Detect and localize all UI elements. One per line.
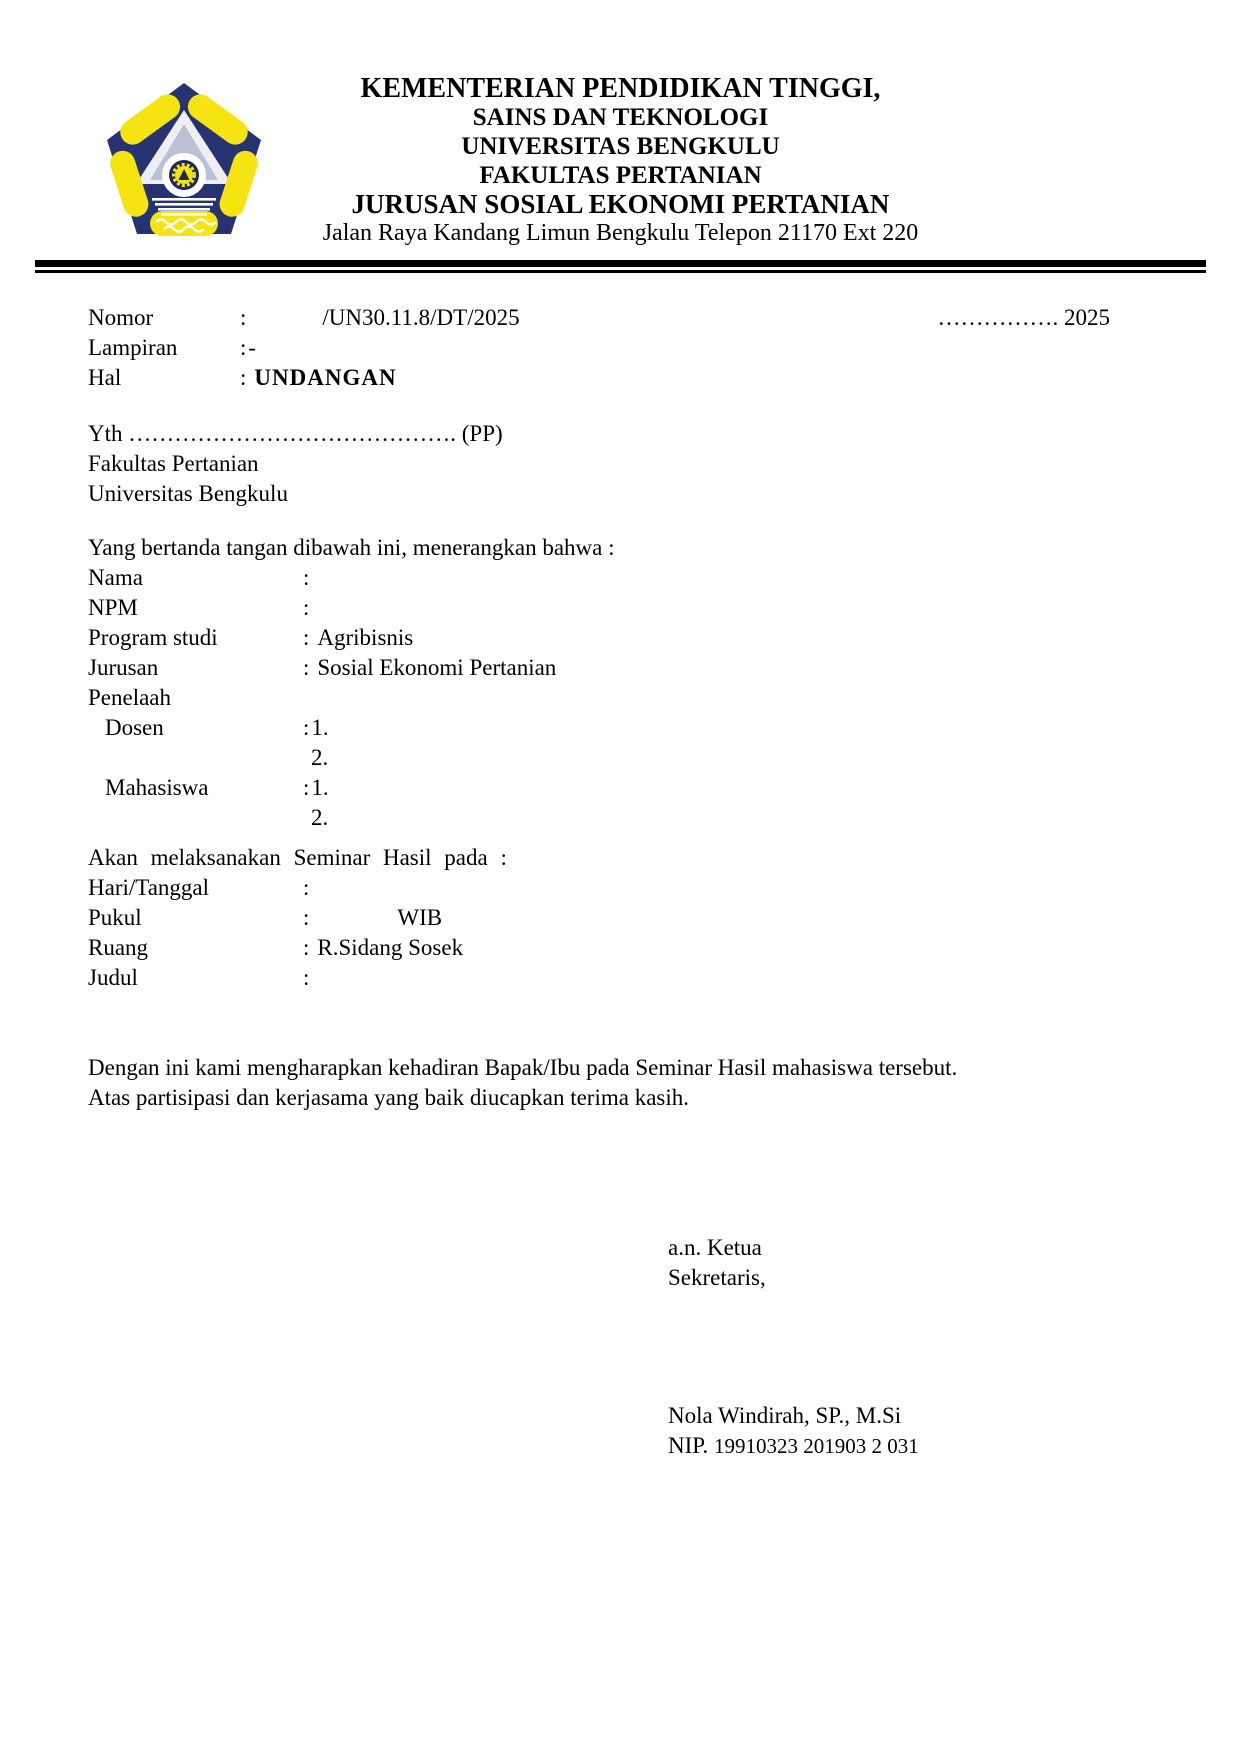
letterhead-line-5: JURUSAN SOSIAL EKONOMI PERTANIAN [351, 189, 890, 219]
ruang-label: Ruang [88, 935, 149, 960]
jurusan-row [88, 653, 1110, 683]
hari-tanggal-label: Hari/Tanggal [88, 875, 210, 900]
penelaah-mahasiswa-row [88, 773, 1110, 803]
ruang-value: R.Sidang Sosek [317, 935, 464, 960]
closing-line-2: Atas partisipasi dan kerjasama yang baik diucapkan terima kasih. [88, 1085, 689, 1110]
npm-label: NPM [88, 595, 138, 620]
ruang-colon: : [303, 935, 310, 960]
lampiran-row [88, 333, 1110, 363]
hal-value: UNDANGAN [254, 365, 397, 390]
judul-row [88, 963, 1110, 993]
divider-thick-line [35, 260, 1206, 267]
letterhead-line-3: UNIVERSITAS BENGKULU [461, 133, 780, 160]
dosen-item-1: 1. [311, 715, 329, 740]
lampiran-label: Lampiran [88, 335, 178, 360]
hal-label: Hal [88, 365, 122, 390]
closing-line-1: Dengan ini kami mengharapkan kehadiran Bapak/Ibu pada Seminar Hasil mahasiswa tersebut. [88, 1055, 958, 1080]
dosen-colon: : [303, 715, 310, 740]
nip-value: 19910323 201903 2 031 [714, 1434, 919, 1458]
recipient-line-fakultas: Fakultas Pertanian [88, 451, 259, 476]
hal-colon: : [240, 365, 247, 390]
signature-an-ketua: a.n. Ketua [668, 1235, 762, 1260]
letterhead-line-2: SAINS DAN TEKNOLOGI [472, 104, 769, 131]
jurusan-colon: : [303, 655, 310, 680]
hari-tanggal-colon: : [303, 875, 310, 900]
statement-block [88, 533, 1110, 833]
mahasiswa-item-2: 2. [311, 805, 329, 830]
hari-tanggal-row [88, 873, 1110, 903]
statement-intro: Yang bertanda tangan dibawah ini, menerangkan bahwa : [88, 535, 615, 560]
pukul-label: Pukul [88, 905, 142, 930]
signature-heading [88, 1233, 1110, 1293]
program-studi-label: Program studi [88, 625, 218, 650]
nomor-date-placeholder: ……………. 2025 [937, 305, 1110, 330]
recipient-block [88, 419, 1110, 509]
nama-label: Nama [88, 565, 143, 590]
penelaah-mahasiswa-row-2 [88, 803, 1110, 833]
mahasiswa-colon: : [303, 775, 310, 800]
nomor-row [88, 303, 1110, 333]
letter-body [88, 303, 1110, 1461]
letterhead-address: Jalan Raya Kandang Limun Bengkulu Telepon 21170 Ext 220 [322, 220, 919, 246]
letterhead-divider [35, 260, 1206, 273]
nomor-value: /UN30.11.8/DT/2025 [322, 305, 520, 330]
signature-identity [88, 1401, 1110, 1461]
hal-row [88, 363, 1110, 393]
nomor-colon: : [240, 305, 247, 330]
letterhead-line-1: KEMENTERIAN PENDIDIKAN TINGGI, [360, 73, 881, 104]
recipient-line-universitas: Universitas Bengkulu [88, 481, 288, 506]
nomor-label: Nomor [88, 305, 154, 330]
npm-colon: : [303, 595, 310, 620]
dosen-item-2: 2. [311, 745, 329, 770]
judul-label: Judul [88, 965, 138, 990]
letterhead-line-4: FAKULTAS PERTANIAN [479, 162, 762, 189]
lampiran-colon: : [240, 335, 247, 360]
nama-row [88, 563, 1110, 593]
pukul-row [88, 903, 1110, 933]
divider-thin-line [35, 270, 1206, 273]
program-studi-colon: : [303, 625, 310, 650]
penelaah-label: Penelaah [88, 685, 172, 710]
ruang-row [88, 933, 1110, 963]
nip-label: NIP. [668, 1433, 709, 1458]
closing-block [88, 1053, 1110, 1113]
signature-sekretaris: Sekretaris, [668, 1265, 766, 1290]
mahasiswa-item-1: 1. [311, 775, 329, 800]
npm-row [88, 593, 1110, 623]
penelaah-dosen-row-2 [88, 743, 1110, 773]
recipient-line-yth: Yth ……………………………………. (PP) [88, 421, 503, 446]
seminar-intro: Akan melaksanakan Seminar Hasil pada : [88, 845, 507, 870]
signature-name: Nola Windirah, SP., M.Si [668, 1403, 902, 1428]
program-studi-row [88, 623, 1110, 653]
jurusan-label: Jurusan [88, 655, 159, 680]
jurusan-value: Sosial Ekonomi Pertanian [317, 655, 557, 680]
penelaah-dosen-row [88, 713, 1110, 743]
nama-colon: : [303, 565, 310, 590]
mahasiswa-label: Mahasiswa [105, 775, 209, 800]
pukul-value: WIB [397, 905, 443, 930]
seminar-block [88, 843, 1110, 993]
program-studi-value: Agribisnis [317, 625, 414, 650]
penelaah-row [88, 683, 1110, 713]
letter-meta [88, 303, 1110, 393]
university-bengkulu-emblem-icon [104, 80, 264, 246]
dosen-label: Dosen [105, 715, 164, 740]
signature-nip-line [668, 1431, 1110, 1461]
judul-colon: : [303, 965, 310, 990]
lampiran-value: - [248, 335, 257, 360]
university-logo [104, 80, 264, 246]
pukul-colon: : [303, 905, 310, 930]
